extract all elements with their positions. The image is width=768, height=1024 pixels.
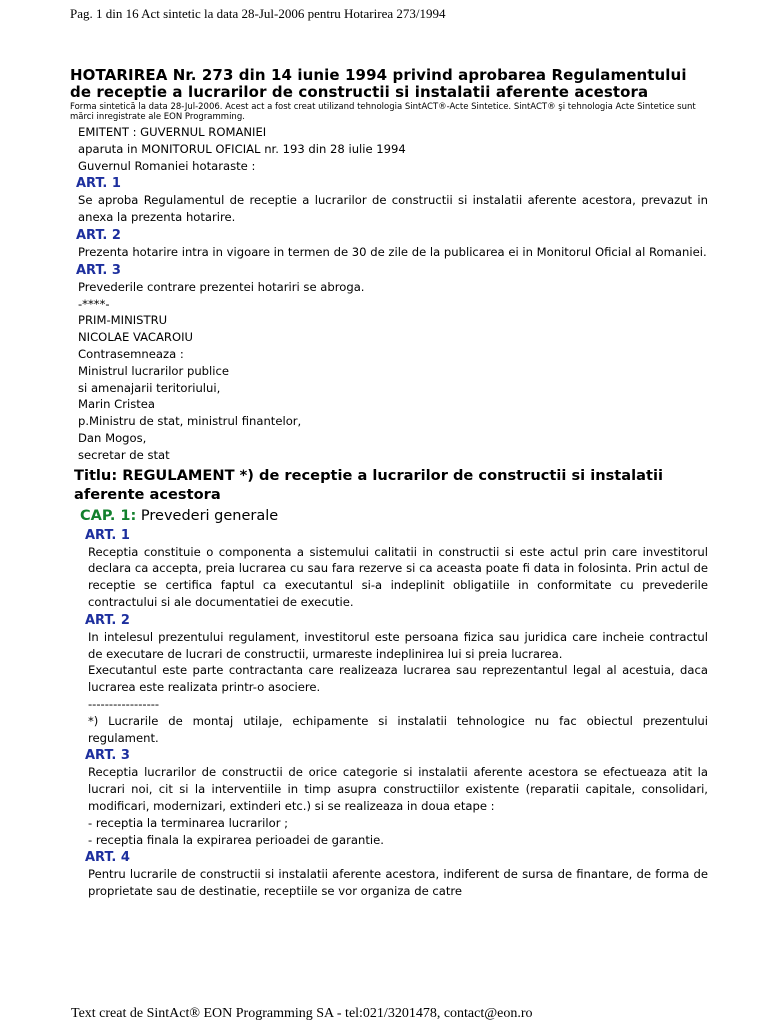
page-footer: Text creat de SintAct® EON Programming SA - tel:021/3201478, contact@eon.ro [71, 1006, 533, 1021]
reg-article-3-text: Receptia lucrarilor de constructii de orice categorie si instalatii aferente acestora se efectueaza atit la lucrari noi, cit si la interventiile in timp asupra constructiilor existente (reparatii capitale, consolidari, modificari, modernizari, extinderi etc.) si se realizeaza in doua etape : [88, 765, 708, 813]
signature-line: secretar de stat [78, 447, 170, 462]
footnote-text: *) Lucrarile de montaj utilaje, echipamente si instalatii tehnologice nu fac obiectul prezentului regulament. [88, 713, 708, 745]
publication-line: aparuta in MONITORUL OFICIAL nr. 193 din 28 iulie 1994 [78, 141, 406, 156]
separator-stars: -****- [78, 296, 110, 311]
signature-line: Contrasemneaza : [78, 346, 184, 361]
signature-line: PRIM-MINISTRU [78, 313, 168, 328]
chapter-heading [80, 506, 708, 526]
reg-article-1-text: Receptia constituie o componenta a sistemului calitatii in constructii si este actul prin care investitorul declara ca accepta, preia lucrarea cu sau fara rezerve si ca aceasta poate fi data in folosinta. Prin actul de receptie se certifica faptul ca executantul si-a indeplinit obligatiile in conformitate cu prevederile contractului si ale documentatiei de executie. [88, 544, 708, 609]
article-2-text: Prezenta hotarire intra in vigoare in termen de 30 de zile de la publicarea ei in Monitorul Oficial al Romaniei. [78, 244, 707, 259]
reg-article-4-heading: ART. 4 [85, 850, 130, 866]
signature-line: p.Ministru de stat, ministrul finantelor, [78, 414, 302, 429]
signature-line: Marin Cristea [78, 397, 156, 412]
article-3-text: Prevederile contrare prezentei hotariri se abroga. [78, 279, 365, 294]
article-1-text: Se aproba Regulamentul de receptie a lucrarilor de constructii si instalatii aferente acestora, prevazut in anexa la prezenta hotarire. [78, 193, 708, 225]
chapter-title: Prevederi generale [140, 507, 279, 524]
emitent-line: EMITENT : GUVERNUL ROMANIEI [78, 125, 267, 139]
signature-line: NICOLAE VACAROIU [78, 330, 194, 345]
footnote-separator: ----------------- [88, 696, 160, 711]
document-body [70, 67, 708, 900]
reg-article-2-paragraph-2: Executantul este parte contractanta care realizeaza lucrarea sau reprezentantul legal al acestuia, daca lucrarea este realizata printr-o asociere. [88, 663, 708, 695]
signature-line: Dan Mogos, [78, 430, 147, 445]
signature-line: si amenajarii teritoriului, [78, 380, 221, 395]
reg-article-1-heading: ART. 1 [85, 527, 130, 543]
article-2-heading: ART. 2 [76, 227, 121, 243]
article-1-heading: ART. 1 [76, 176, 121, 192]
regulament-title: Titlu: REGULAMENT *) de receptie a lucrarilor de constructii si instalatii aferente acestora [74, 466, 663, 503]
document-title: HOTARIREA Nr. 273 din 14 iunie 1994 privind aprobarea Regulamentului de receptie a lucrarilor de constructii si instalatii aferente acestora [70, 66, 687, 101]
list-item: - receptia la terminarea lucrarilor ; [88, 815, 289, 830]
reg-article-2-paragraph-1: In intelesul prezentului regulament, investitorul este persoana fizica sau juridica care incheie contractul de executare de lucrari de constructii, urmareste indeplinirea lui si preia lucrarea. [88, 629, 708, 661]
reg-article-3-heading: ART. 3 [85, 748, 130, 764]
reg-article-4-text: Pentru lucrarile de constructii si instalatii aferente acestora, indiferent de sursa de finantare, de forma de proprietate sau de destinatie, receptiile se vor organiza de catre [88, 867, 708, 899]
reg-article-2-heading: ART. 2 [85, 612, 130, 628]
government-decides-line: Guvernul Romaniei hotaraste : [78, 158, 256, 173]
page-header: Pag. 1 din 16 Act sintetic la data 28-Jul-2006 pentru Hotarirea 273/1994 [70, 6, 446, 21]
signature-line: Ministrul lucrarilor publice [78, 363, 229, 378]
article-3-heading: ART. 3 [76, 262, 121, 278]
synthetic-form-note: Forma sintetică la data 28-Jul-2006. Acest act a fost creat utilizand tehnologia SintACT®-Acte Sintetice. SintACT® şi tehnologia Acte Sintetice sunt mărci inregistrate ale EON Programming. [70, 102, 696, 122]
chapter-label: CAP. 1: [80, 507, 137, 524]
list-item: - receptia finala la expirarea perioadei de garantie. [88, 832, 384, 847]
